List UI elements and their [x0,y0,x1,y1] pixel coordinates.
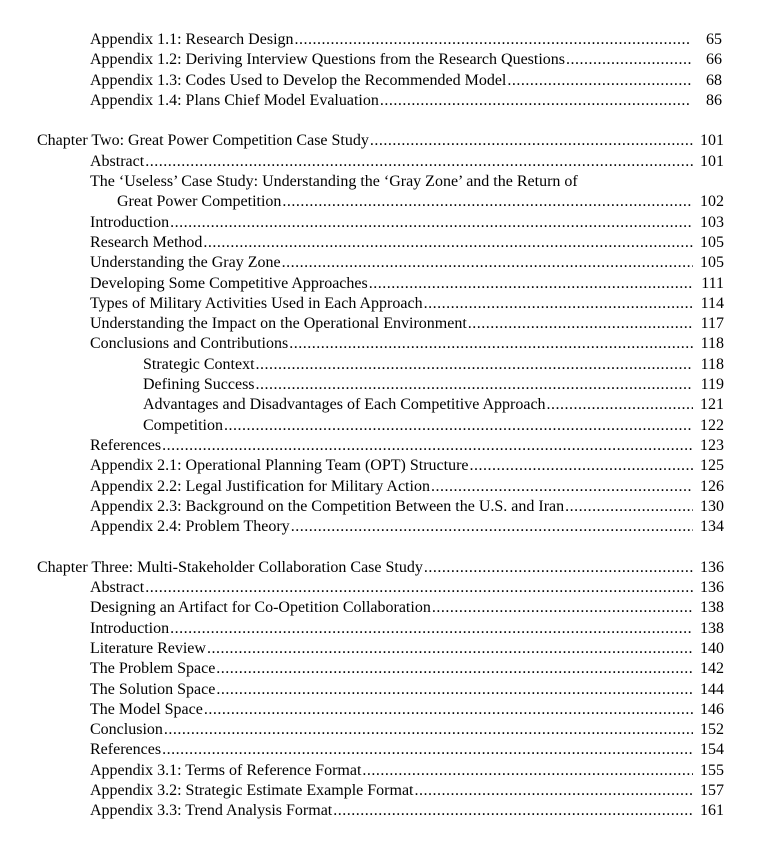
toc-entry[interactable] [90,801,724,821]
toc-entry-page: 102 [700,193,724,211]
dot-leader [424,294,693,314]
toc-entry-label: Developing Some Competitive Approaches [90,274,368,292]
toc-entry[interactable] [90,639,724,659]
toc-entry-label: Strategic Context [143,355,255,373]
toc-entry-label: Conclusions and Contributions [90,335,289,353]
toc-entry-page: 142 [700,660,724,678]
toc-entry-label: The Model Space [90,700,203,718]
toc-entry-page: 86 [706,91,722,109]
toc-subentry[interactable] [143,416,724,436]
toc-entry[interactable] [90,700,724,720]
toc-entry[interactable] [90,334,724,354]
toc-entry-label: Appendix 1.1: Research Design [90,31,294,48]
toc-entry-page: 121 [700,396,724,414]
toc-entry[interactable] [90,253,724,273]
toc-entry[interactable] [90,720,724,740]
dot-leader [470,456,693,476]
dot-leader [432,598,693,618]
toc-entry-page: 130 [700,497,724,515]
toc-entry[interactable] [90,598,724,618]
toc-entry-label: Introduction [90,213,170,231]
toc-entry[interactable] [90,30,722,50]
toc-entry-label: Understanding the Gray Zone [90,254,281,272]
toc-entry-page: 114 [700,294,724,312]
toc-entry-page: 105 [700,254,724,272]
toc-chapter-entry[interactable] [37,558,724,578]
toc-entry-label: Types of Military Activities Used in Each Approach [90,294,423,312]
toc-entry-label: Appendix 1.4: Plans Chief Model Evaluation [90,91,379,109]
toc-entry[interactable] [117,192,724,212]
dot-leader [291,517,693,537]
dot-leader [162,436,693,456]
toc-entry[interactable] [90,497,724,517]
toc-entry-label: Competition [143,416,223,434]
toc-entry-page: 146 [700,700,724,718]
toc-entry-label: References [90,436,162,454]
toc-entry-label: Appendix 1.3: Codes Used to Develop the Recommended Model [90,71,507,89]
toc-entry-label: Literature Review [90,639,206,657]
toc-entry[interactable] [90,91,722,111]
toc-entry-label: References [90,741,162,759]
dot-leader [289,334,693,354]
toc-entry-page: 126 [700,477,724,495]
toc-entry-page: 103 [700,213,724,231]
dot-leader [162,740,693,760]
toc-subentry[interactable] [143,395,724,415]
dot-leader [216,659,693,679]
toc-entry-page: 140 [700,639,724,657]
dot-leader [282,253,693,273]
toc-entry[interactable] [90,680,724,700]
toc-entry[interactable] [90,274,724,294]
dot-leader [295,30,691,50]
toc-entry-label: Introduction [90,619,170,637]
toc-entry-page: 65 [706,31,722,48]
toc-entry[interactable] [90,619,724,639]
toc-entry[interactable] [90,740,724,760]
dot-leader [507,71,691,91]
toc-entry-page: 138 [700,599,724,617]
dot-leader [216,680,693,700]
toc-chapter-entry[interactable] [37,131,724,151]
dot-leader [256,375,693,395]
toc-entry-label: The Problem Space [90,660,216,678]
toc-entry-page: 111 [701,274,724,292]
dot-leader [369,274,693,294]
dot-leader [424,558,693,578]
toc-entry-page: 161 [700,802,724,820]
toc-entry-page: 152 [700,721,724,739]
dot-leader [145,578,693,598]
toc-entry-label: Research Method [90,233,203,251]
dot-leader [547,395,693,415]
toc-entry-page: 68 [706,71,722,89]
section-spacer [0,111,759,131]
toc-entry-page: 66 [706,51,722,69]
toc-entry-label: Appendix 3.3: Trend Analysis Format [90,802,333,820]
dot-leader [414,781,693,801]
toc-entry-label: Understanding the Impact on the Operational Environment [90,315,467,333]
toc-entry-page: 119 [700,376,724,394]
dot-leader [256,355,693,375]
toc-entry[interactable] [90,172,759,192]
dot-leader [170,213,693,233]
toc-entry[interactable] [90,50,722,70]
toc-entry-label: The ‘Useless’ Case Study: Understanding the ‘Gray Zone’ and the Return of [90,173,578,191]
toc-entry[interactable] [90,152,724,172]
toc-entry[interactable] [90,436,724,456]
dot-leader [207,639,693,659]
toc-entry[interactable] [90,578,724,598]
toc-entry-page: 138 [700,619,724,637]
toc-entry-page: 136 [700,579,724,597]
toc-entry-page: 144 [700,680,724,698]
toc-entry-page: 122 [700,416,724,434]
toc-entry-label: Defining Success [143,376,255,394]
toc-entry[interactable] [90,294,724,314]
toc-entry-label: Appendix 2.2: Legal Justification for Military Action [90,477,430,495]
toc-entry-page: 154 [700,741,724,759]
toc-entry[interactable] [90,213,724,233]
toc-entry-label: The Solution Space [90,680,216,698]
toc-entry-label: Abstract [90,152,145,170]
toc-entry-page: 118 [700,355,724,373]
dot-leader [362,761,693,781]
dot-leader [468,314,693,334]
toc-entry-page: 117 [700,315,724,333]
toc-entry-page: 157 [700,781,724,799]
toc-entry[interactable] [90,456,724,476]
toc-entry[interactable] [90,781,724,801]
toc-entry-label: Appendix 3.2: Strategic Estimate Example Format [90,781,414,799]
toc-entry-label: Conclusion [90,721,163,739]
toc-entry[interactable] [90,477,724,497]
toc-entry-page: 125 [700,457,724,475]
toc-entry-label: Appendix 2.3: Background on the Competition Between the U.S. and Iran [90,497,565,515]
toc-entry-label: Chapter Two: Great Power Competition Case Study [37,132,369,150]
toc-entry-label: Appendix 2.4: Problem Theory [90,518,290,536]
dot-leader [333,801,693,821]
toc-entry-label: Great Power Competition [117,193,282,211]
toc-entry[interactable] [90,71,722,91]
dot-leader [566,50,691,70]
toc-entry-label: Abstract [90,579,145,597]
toc-entry-page: 136 [700,558,724,576]
dot-leader [164,720,693,740]
toc-entry-label: Advantages and Disadvantages of Each Competitive Approach [143,396,546,414]
toc-entry[interactable] [90,314,724,334]
dot-leader [370,131,693,151]
toc-entry-page: 134 [700,518,724,536]
toc-entry-page: 123 [700,436,724,454]
toc-entry[interactable] [90,233,724,253]
toc-entry-label: Appendix 2.1: Operational Planning Team (OPT) Structure [90,457,469,475]
toc-entry-page: 105 [700,233,724,251]
dot-leader [282,192,693,212]
dot-leader [380,91,691,111]
dot-leader [170,619,693,639]
toc-subentry[interactable] [143,375,724,395]
toc-entry-label: Designing an Artifact for Co-Opetition Collaboration [90,599,431,617]
toc-subentry[interactable] [143,355,724,375]
dot-leader [431,477,693,497]
dot-leader [565,497,693,517]
toc-entry-label: Appendix 3.1: Terms of Reference Format [90,761,362,779]
dot-leader [203,233,693,253]
toc-entry[interactable] [90,761,724,781]
section-spacer [0,537,759,557]
toc-entry-page: 155 [700,761,724,779]
toc-entry-page: 101 [700,132,724,150]
dot-leader [145,152,693,172]
dot-leader [224,416,693,436]
toc-entry[interactable] [90,659,724,679]
toc-entry-page: 101 [700,152,724,170]
toc-entry-label: Appendix 1.2: Deriving Interview Questions from the Research Questions [90,51,566,69]
toc-entry-label: Chapter Three: Multi-Stakeholder Collaboration Case Study [37,558,423,576]
dot-leader [204,700,693,720]
toc-entry-page: 118 [700,335,724,353]
toc-entry[interactable] [90,517,724,537]
